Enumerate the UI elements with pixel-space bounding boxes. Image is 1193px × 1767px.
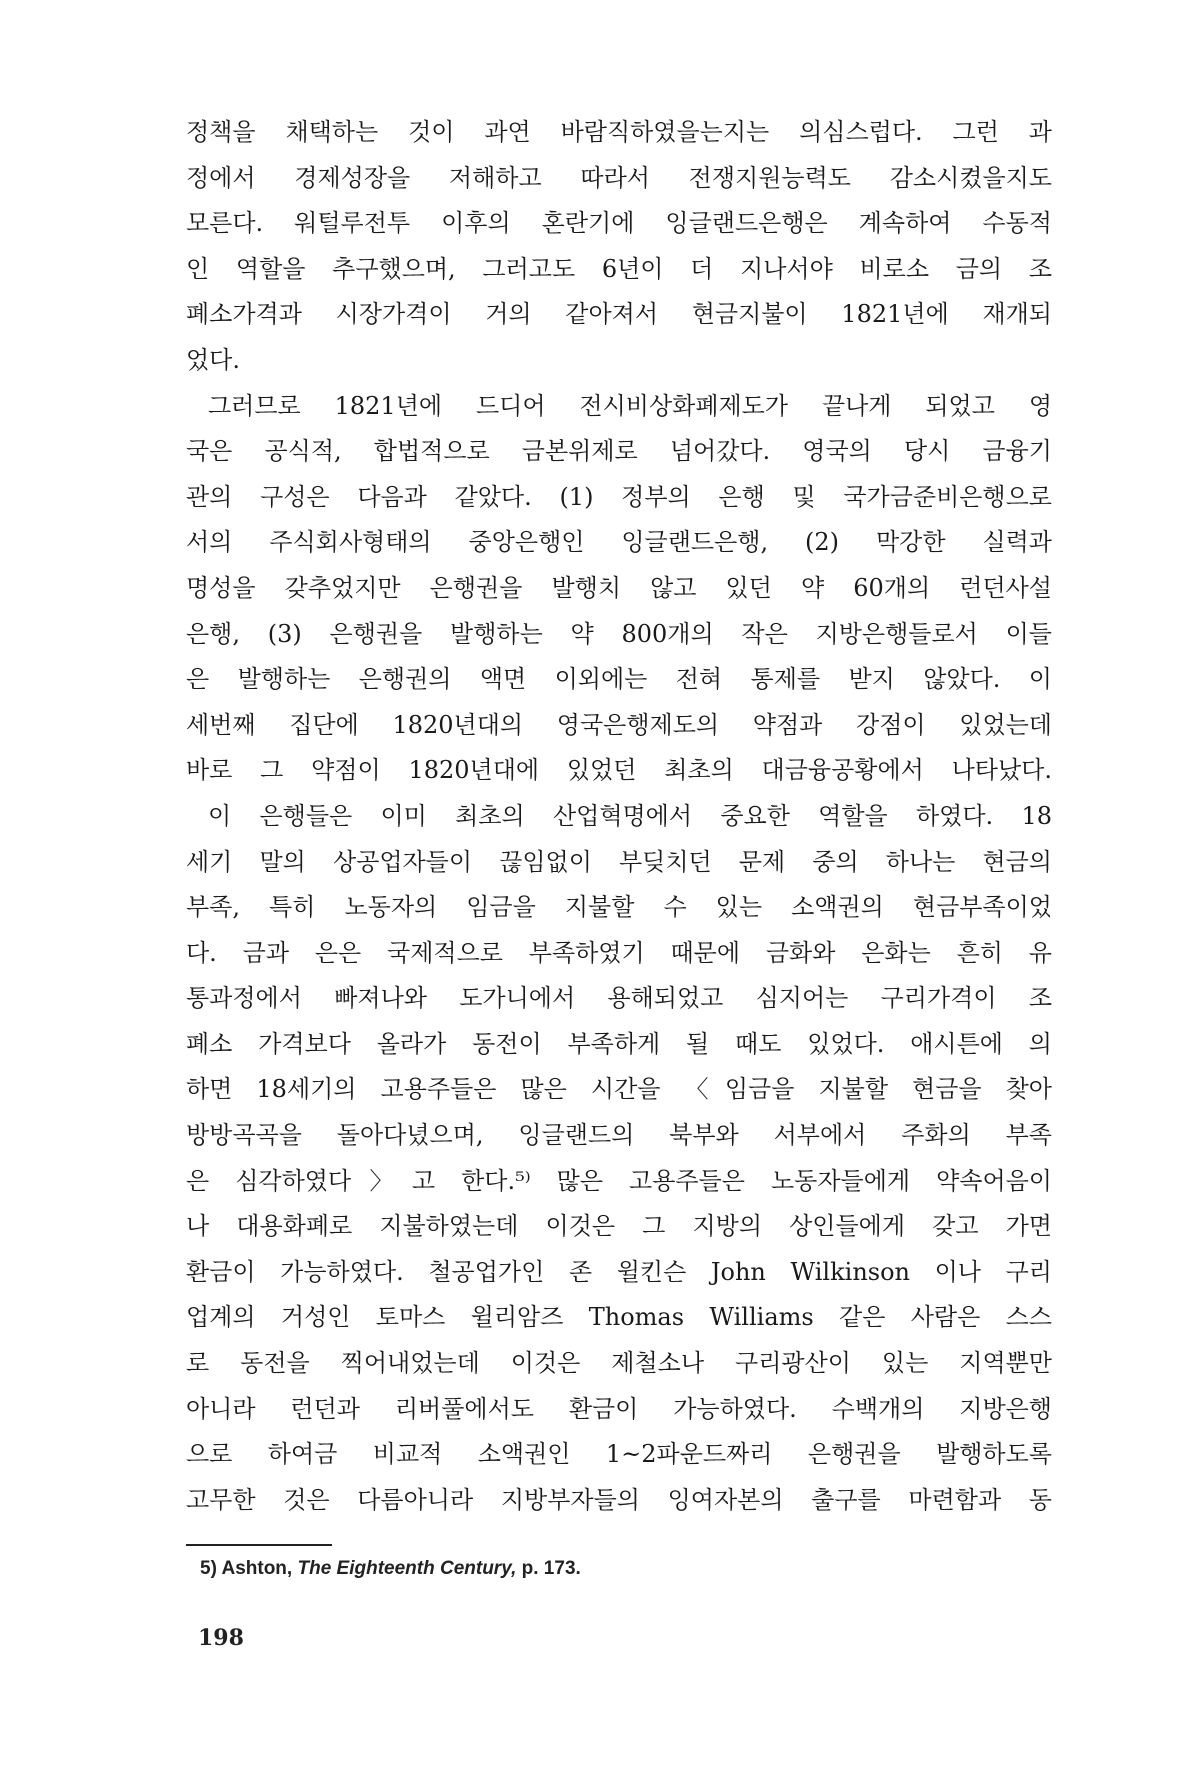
text-line: 폐소 가격보다 올라가 동전이 부족하게 될 때도 있었다. 애시튼에 의 bbox=[186, 1029, 1052, 1058]
text-line: 었다. bbox=[186, 345, 240, 374]
text-line: 방방곡곡을 돌아다녔으며, 잉글랜드의 북부와 서부에서 주화의 부족 bbox=[186, 1121, 1052, 1150]
text-line: 다. 금과 은은 국제적으로 부족하였기 때문에 금화와 은화는 흔히 유 bbox=[186, 938, 1052, 967]
text-line: 나 대용화폐로 지불하였는데 이것은 그 지방의 상인들에게 갖고 가면 bbox=[186, 1212, 1052, 1241]
text-line: 정에서 경제성장을 저해하고 따라서 전쟁지원능력도 감소시켰을지도 bbox=[186, 163, 1052, 192]
text-line: 세번째 집단에 1820년대의 영국은행제도의 약점과 강점이 있었는데 bbox=[186, 710, 1052, 739]
footnote-title: The Eighteenth Century, bbox=[297, 1558, 517, 1579]
text-line: 그러므로 1821년에 드디어 전시비상화폐제도가 끝나게 되었고 영 bbox=[208, 391, 1052, 420]
text-line: 국은 공식적, 합법적으로 금본위제로 넘어갔다. 영국의 당시 금융기 bbox=[186, 437, 1052, 466]
text-line: 업계의 거성인 토마스 윌리암즈 Thomas Williams 같은 사람은 스스 bbox=[186, 1303, 1052, 1332]
text-line: 바로 그 약점이 1820년대에 있었던 최초의 대금융공황에서 나타났다. bbox=[186, 756, 1052, 785]
text-line: 정책을 채택하는 것이 과연 바람직하였을는지는 의심스럽다. 그런 과 bbox=[186, 118, 1052, 146]
text-line: 세기 말의 상공업자들이 끊임없이 부딪치던 문제 중의 하나는 현금의 bbox=[186, 847, 1052, 876]
page-number: 198 bbox=[198, 1625, 244, 1651]
text-line: 은 심각하였다〉고 한다.⁵⁾ 많은 고용주들은 노동자들에게 약속어음이 bbox=[186, 1166, 1052, 1195]
text-line: 로 동전을 찍어내었는데 이것은 제철소나 구리광산이 있는 지역뿐만 bbox=[186, 1349, 1052, 1378]
body-text bbox=[186, 110, 1052, 1523]
text-line: 통과정에서 빠져나와 도가니에서 용해되었고 심지어는 구리가격이 조 bbox=[186, 984, 1052, 1013]
text-line: 하면 18세기의 고용주들은 많은 시간을 〈임금을 지불할 현금을 찾아 bbox=[186, 1075, 1052, 1104]
text-line: 모른다. 워털루전투 이후의 혼란기에 잉글랜드은행은 계속하여 수동적 bbox=[186, 209, 1052, 238]
paragraph-1 bbox=[186, 110, 1052, 384]
text-line: 서의 주식회사형태의 중앙은행인 잉글랜드은행, (2) 막강한 실력과 bbox=[186, 528, 1052, 557]
text-line: 인 역할을 추구했으며, 그러고도 6년이 더 지나서야 비로소 금의 조 bbox=[186, 254, 1052, 283]
footnote bbox=[200, 1558, 581, 1580]
text-line: 아니라 런던과 리버풀에서도 환금이 가능하였다. 수백개의 지방은행 bbox=[186, 1394, 1052, 1423]
text-line: 환금이 가능하였다. 철공업가인 존 윌킨슨 John Wilkinson 이나 구리 bbox=[186, 1257, 1052, 1286]
text-line: 으로 하여금 비교적 소액권인 1~2파운드짜리 은행권을 발행하도록 bbox=[186, 1440, 1052, 1469]
footnote-divider bbox=[186, 1544, 332, 1546]
footnote-page: p. 173. bbox=[521, 1558, 581, 1579]
text-line: 폐소가격과 시장가격이 거의 같아져서 현금지불이 1821년에 재개되 bbox=[186, 300, 1052, 329]
footnote-author: Ashton, bbox=[221, 1558, 293, 1579]
text-line: 은행, (3) 은행권을 발행하는 약 800개의 작은 지방은행들로서 이들 bbox=[186, 619, 1052, 648]
text-line: 부족, 특히 노동자의 임금을 지불할 수 있는 소액권의 현금부족이었 bbox=[186, 893, 1052, 922]
text-line: 고무한 것은 다름아니라 지방부자들의 잉여자본의 출구를 마련함과 동 bbox=[186, 1485, 1052, 1514]
footnote-marker: 5) bbox=[200, 1558, 217, 1579]
text-line: 관의 구성은 다음과 같았다. (1) 정부의 은행 및 국가금준비은행으로 bbox=[186, 482, 1052, 511]
paragraph-2 bbox=[186, 384, 1052, 794]
text-line: 은 발행하는 은행권의 액면 이외에는 전혀 통제를 받지 않았다. 이 bbox=[186, 665, 1052, 694]
paragraph-3 bbox=[186, 794, 1052, 1524]
text-line: 명성을 갖추었지만 은행권을 발행치 않고 있던 약 60개의 런던사설 bbox=[186, 573, 1052, 602]
text-line: 이 은행들은 이미 최초의 산업혁명에서 중요한 역할을 하였다. 18 bbox=[208, 801, 1052, 830]
